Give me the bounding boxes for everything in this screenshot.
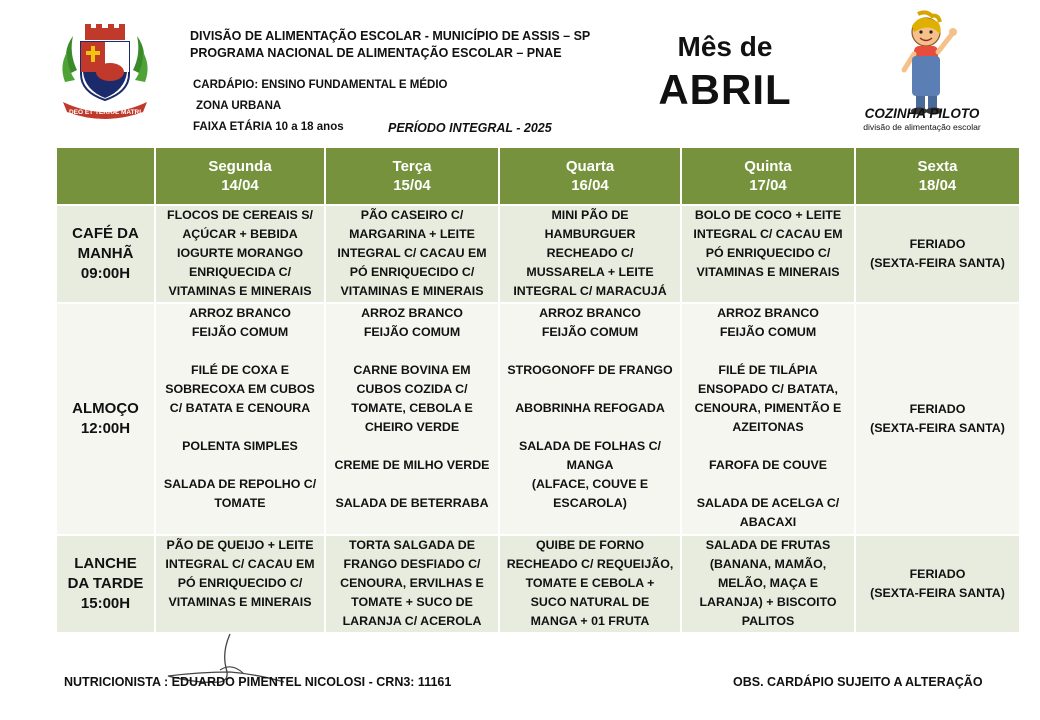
menu-item-line xyxy=(503,342,677,361)
menu-item-line: INTEGRAL C/ MARACUJÁ xyxy=(513,284,667,298)
menu-item-line: PÓ ENRIQUECIDO C/ xyxy=(177,576,303,590)
menu-item-line: PALITOS xyxy=(741,614,795,628)
menu-item-line: MELÃO, MAÇA E xyxy=(717,576,819,590)
menu-item-line: MANGA + 01 FRUTA xyxy=(530,614,650,628)
day-header-friday: Sexta 18/04 xyxy=(855,147,1020,205)
menu-item-line: POLENTA SIMPLES xyxy=(182,439,298,453)
menu-item-line xyxy=(685,437,851,456)
menu-item-line: TOMATE, CEBOLA E xyxy=(351,401,473,415)
header-line-1: DIVISÃO DE ALIMENTAÇÃO ESCOLAR - MUNICÍPIO DE ASSIS – SP xyxy=(190,29,591,43)
menu-item-line: ENRIQUECIDA C/ xyxy=(188,265,292,279)
menu-item-line: SALADA DE REPOLHO C/ xyxy=(163,477,317,491)
menu-item-line: MANGA xyxy=(566,458,614,472)
menu-item-line: INTEGRAL C/ CACAU EM xyxy=(165,557,315,571)
menu-item-line xyxy=(159,456,321,475)
month-label: Mês de xyxy=(677,31,773,62)
menu-item-line: (BANANA, MAMÃO, xyxy=(709,557,827,571)
menu-item-line: INTEGRAL C/ CACAU EM xyxy=(693,227,843,241)
menu-item-line: SALADA DE ACELGA C/ xyxy=(696,496,840,510)
menu-cell xyxy=(499,205,681,303)
menu-item-line: LARANJA) + BISCOITO xyxy=(699,595,837,609)
meal-label-afternoon-snack: LANCHE DA TARDE 15:00H xyxy=(56,535,155,633)
menu-item-line: VITAMINAS E MINERAIS xyxy=(168,284,312,298)
menu-header-corner xyxy=(56,147,155,205)
day-header-tuesday: Terça 15/04 xyxy=(325,147,499,205)
menu-item-line: TOMATE + SUCO DE xyxy=(351,595,473,609)
menu-item-line: VITAMINAS E MINERAIS xyxy=(340,284,484,298)
menu-item-line: MUSSARELA + LEITE xyxy=(526,265,654,279)
menu-cell xyxy=(499,303,681,535)
menu-item-line: MARGARINA + LEITE xyxy=(349,227,475,241)
menu-item-line: MINI PÃO DE xyxy=(551,208,629,222)
header-faixa: FAIXA ETÁRIA 10 a 18 anos xyxy=(193,121,344,133)
menu-item-line: FERIADO xyxy=(909,567,966,581)
menu-item-line: RECHEADO C/ REQUEIJÃO, xyxy=(506,557,674,571)
menu-item-line: SALADA DE FRUTAS xyxy=(705,538,831,552)
menu-item-line: VITAMINAS E MINERAIS xyxy=(696,265,840,279)
menu-item-line: VITAMINAS E MINERAIS xyxy=(168,595,312,609)
menu-item-line xyxy=(159,418,321,437)
menu-item-line: ARROZ BRANCO xyxy=(717,306,819,320)
day-header-wednesday: Quarta 16/04 xyxy=(499,147,681,205)
menu-cell xyxy=(325,303,499,535)
menu-item-line: CENOURA, ERVILHAS E xyxy=(340,576,484,590)
day-header-thursday: Quinta 17/04 xyxy=(681,147,855,205)
menu-item-line: C/ BATATA E CENOURA xyxy=(169,401,311,415)
menu-item-line: FEIJÃO COMUM xyxy=(719,325,817,339)
meal-row-breakfast xyxy=(56,205,1020,303)
menu-item-line: CREME DE MILHO VERDE xyxy=(334,458,490,472)
menu-item-line xyxy=(503,418,677,437)
menu-item-line: SOBRECOXA EM CUBOS xyxy=(165,382,315,396)
menu-item-line xyxy=(159,342,321,361)
menu-item-line: ENSOPADO C/ BATATA, xyxy=(698,382,838,396)
menu-cell xyxy=(325,535,499,633)
menu-item-line: PÓ ENRIQUECIDO C/ xyxy=(705,246,831,260)
menu-header-row xyxy=(56,147,1020,205)
menu-item-line: CUBOS COZIDA C/ xyxy=(356,382,468,396)
menu-item-line xyxy=(329,437,495,456)
month-name: ABRIL xyxy=(658,66,792,113)
menu-item-line: FEIJÃO COMUM xyxy=(541,325,639,339)
logo-subtitle: divisão de alimentação escolar xyxy=(863,122,981,132)
menu-cell xyxy=(681,535,855,633)
menu-item-line: STROGONOFF DE FRANGO xyxy=(507,363,673,377)
menu-item-line: PÃO DE QUEIJO + LEITE xyxy=(166,538,314,552)
menu-item-line: TOMATE E CEBOLA + xyxy=(525,576,655,590)
menu-cell xyxy=(155,205,325,303)
meal-label-breakfast: CAFÉ DA MANHÃ 09:00H xyxy=(56,205,155,303)
header-title-block xyxy=(190,28,590,62)
menu-item-line: CHEIRO VERDE xyxy=(364,420,460,434)
header-cardapio: CARDÁPIO: ENSINO FUNDAMENTAL E MÉDIO xyxy=(193,79,448,91)
menu-item-line: ARROZ BRANCO xyxy=(361,306,463,320)
menu-cell xyxy=(155,303,325,535)
menu-table xyxy=(55,146,1021,634)
menu-item-line xyxy=(329,342,495,361)
menu-item-line: AÇÚCAR + BEBIDA xyxy=(182,227,298,241)
menu-item-line: TOMATE xyxy=(214,496,266,510)
menu-item-line: AZEITONAS xyxy=(732,420,804,434)
menu-item-line: (ALFACE, COUVE E xyxy=(531,477,649,491)
menu-item-line: FILÉ DE TILÁPIA xyxy=(718,363,818,377)
footer-obs: OBS. CARDÁPIO SUJEITO A ALTERAÇÃO xyxy=(733,675,983,689)
day-header-monday: Segunda 14/04 xyxy=(155,147,325,205)
header-zona: ZONA URBANA xyxy=(196,100,282,112)
menu-item-line: IOGURTE MORANGO xyxy=(177,246,303,260)
menu-item-line: PÓ ENRIQUECIDO C/ xyxy=(349,265,475,279)
menu-cell-holiday xyxy=(855,535,1020,633)
meal-label-lunch: ALMOÇO 12:00H xyxy=(56,303,155,535)
meal-row-lunch xyxy=(56,303,1020,535)
menu-item-line: ARROZ BRANCO xyxy=(189,306,291,320)
menu-cell xyxy=(325,205,499,303)
menu-item-line: LARANJA C/ ACEROLA xyxy=(342,614,482,628)
menu-item-line: INTEGRAL C/ CACAU EM xyxy=(337,246,487,260)
menu-cell xyxy=(499,535,681,633)
menu-item-line: FLOCOS DE CEREAIS S/ xyxy=(167,208,313,222)
menu-item-line: FEIJÃO COMUM xyxy=(363,325,461,339)
menu-cell xyxy=(681,205,855,303)
menu-item-line: FEIJÃO COMUM xyxy=(191,325,289,339)
menu-item-line: SALADA DE FOLHAS C/ xyxy=(518,439,662,453)
menu-item-line xyxy=(503,380,677,399)
menu-item-line: QUIBE DE FORNO xyxy=(535,538,645,552)
footer-nutritionist: NUTRICIONISTA : EDUARDO PIMENTEL NICOLOSI - CRN3: 11161 xyxy=(64,675,452,689)
menu-item-line xyxy=(685,475,851,494)
menu-item-line: FERIADO xyxy=(909,237,966,251)
menu-item-line xyxy=(329,475,495,494)
menu-item-line: ABOBRINHA REFOGADA xyxy=(515,401,665,415)
menu-item-line: FRANGO DESFIADO C/ xyxy=(343,557,481,571)
menu-item-line: ESCAROLA) xyxy=(553,496,627,510)
municipal-crest-logo xyxy=(55,22,155,122)
meal-row-afternoon-snack xyxy=(56,535,1020,633)
month-block xyxy=(640,30,810,116)
logo-name: COZINHA PILOTO xyxy=(864,106,980,121)
menu-item-line: FILÉ DE COXA E xyxy=(191,363,289,377)
menu-cell-holiday xyxy=(855,205,1020,303)
menu-item-line: SUCO NATURAL DE xyxy=(530,595,650,609)
menu-item-line: ARROZ BRANCO xyxy=(539,306,641,320)
menu-cell xyxy=(155,535,325,633)
header-line-2: PROGRAMA NACIONAL DE ALIMENTAÇÃO ESCOLAR – PNAE xyxy=(190,46,562,60)
menu-item-line: (SEXTA-FEIRA SANTA) xyxy=(870,421,1005,435)
menu-cell-holiday xyxy=(855,303,1020,535)
menu-item-line: RECHEADO C/ xyxy=(546,246,634,260)
menu-item-line: FERIADO xyxy=(909,402,966,416)
menu-item-line: (SEXTA-FEIRA SANTA) xyxy=(870,586,1005,600)
menu-item-line: HAMBURGUER xyxy=(544,227,636,241)
menu-item-line: TORTA SALGADA DE xyxy=(349,538,475,552)
menu-item-line: PÃO CASEIRO C/ xyxy=(360,208,464,222)
crest-motto: DEO ET TERRÆ MATRI xyxy=(68,109,142,116)
menu-item-line: ABACAXI xyxy=(739,515,797,529)
menu-item-line: (SEXTA-FEIRA SANTA) xyxy=(870,256,1005,270)
menu-item-line xyxy=(685,342,851,361)
menu-item-line: SALADA DE BETERRABA xyxy=(335,496,489,510)
header-periodo: PERÍODO INTEGRAL - 2025 xyxy=(388,121,552,135)
menu-cell xyxy=(681,303,855,535)
menu-item-line: FAROFA DE COUVE xyxy=(709,458,827,472)
menu-item-line: CENOURA, PIMENTÃO E xyxy=(694,401,842,415)
menu-item-line: BOLO DE COCO + LEITE xyxy=(694,208,842,222)
menu-item-line: CARNE BOVINA EM xyxy=(353,363,471,377)
